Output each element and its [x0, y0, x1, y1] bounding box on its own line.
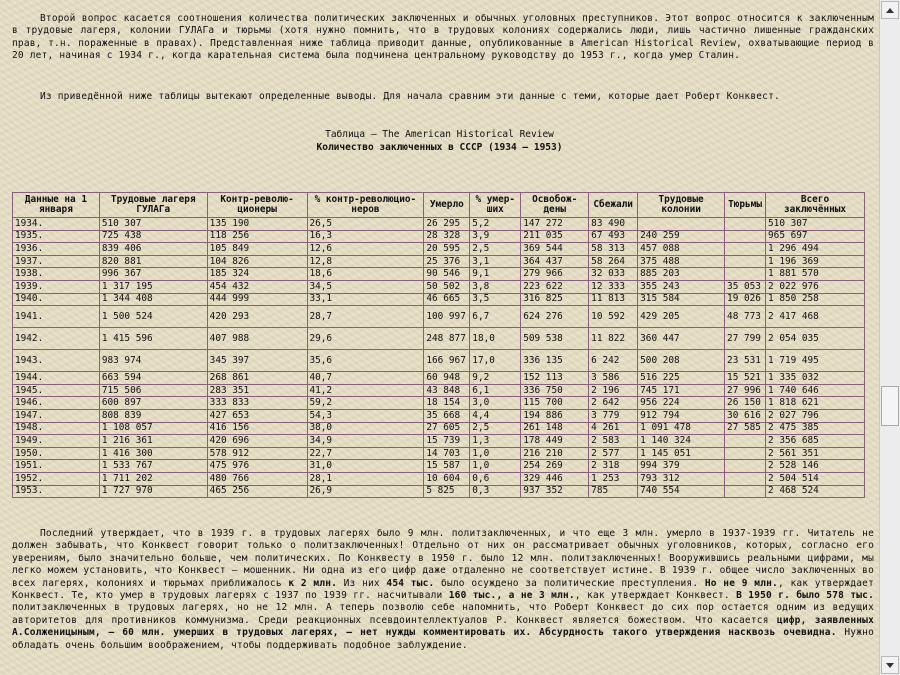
table-row [13, 384, 865, 397]
table-cell: 457 088 [638, 243, 725, 256]
table-cell: 336 750 [521, 384, 589, 397]
table-cell: 1 335 032 [766, 372, 865, 385]
table-cell: 578 912 [207, 447, 307, 460]
table-row [13, 372, 865, 385]
table-cell: 23 531 [725, 350, 766, 372]
table-cell: 1 317 195 [99, 280, 207, 293]
table-row [13, 435, 865, 448]
table-row [13, 472, 865, 485]
table-cell: 1 416 300 [99, 447, 207, 460]
conquest-critique-paragraph [12, 528, 874, 652]
table-cell: 18,6 [307, 268, 424, 281]
table-cell: 30 616 [725, 409, 766, 422]
table-cell: 624 276 [521, 306, 589, 328]
table-cell: 996 367 [99, 268, 207, 281]
table-cell: 937 352 [521, 485, 589, 498]
column-header: Контр-револю-ционеры [207, 193, 307, 218]
table-cell: 1 140 324 [638, 435, 725, 448]
table-cell: 360 447 [638, 328, 725, 350]
table-cell: 1 850 258 [766, 293, 865, 306]
table-cell: 3,8 [470, 280, 521, 293]
table-cell: 808 839 [99, 409, 207, 422]
table-cell: 1934. [13, 218, 100, 231]
table-cell: 994 379 [638, 460, 725, 473]
table-cell: 10 592 [589, 306, 638, 328]
table-cell: 1 711 202 [99, 472, 207, 485]
column-header: % умер-ших [470, 193, 521, 218]
table-cell: 480 766 [207, 472, 307, 485]
table-cell: 725 438 [99, 230, 207, 243]
table-cell: 9,2 [470, 372, 521, 385]
table-cell: 427 653 [207, 409, 307, 422]
table-cell: 1 253 [589, 472, 638, 485]
table-cell: 18 154 [424, 397, 470, 410]
table-cell: 416 156 [207, 422, 307, 435]
table-cell [725, 435, 766, 448]
table-row [13, 397, 865, 410]
table-cell: 12 333 [589, 280, 638, 293]
table-cell: 83 490 [589, 218, 638, 231]
emphasis: 454 тыс. [386, 577, 435, 589]
table-cell: 6,7 [470, 306, 521, 328]
table-cell: 1936. [13, 243, 100, 256]
table-cell: 500 208 [638, 350, 725, 372]
table-cell: 1951. [13, 460, 100, 473]
table-cell: 885 203 [638, 268, 725, 281]
table-cell: 33,1 [307, 293, 424, 306]
table-cell: 135 190 [207, 218, 307, 231]
table-cell: 1 216 361 [99, 435, 207, 448]
table-cell: 2 318 [589, 460, 638, 473]
table-cell: 28,7 [307, 306, 424, 328]
table-cell: 268 861 [207, 372, 307, 385]
table-cell: 60 948 [424, 372, 470, 385]
table-cell: 283 351 [207, 384, 307, 397]
table-cell: 118 256 [207, 230, 307, 243]
table-cell: 17,0 [470, 350, 521, 372]
table-row [13, 447, 865, 460]
table-cell: 5,2 [470, 218, 521, 231]
table-caption-source: Таблица — The American Historical Review [325, 129, 554, 140]
table-cell: 4,4 [470, 409, 521, 422]
table-cell: 10 604 [424, 472, 470, 485]
table-cell: 1 344 408 [99, 293, 207, 306]
emphasis: к 2 млн. [288, 577, 338, 589]
table-cell: 1 296 494 [766, 243, 865, 256]
table-cell: 11 822 [589, 328, 638, 350]
table-cell: 2 468 524 [766, 485, 865, 498]
table-cell: 54,3 [307, 409, 424, 422]
table-cell: 364 437 [521, 255, 589, 268]
table-cell: 375 488 [638, 255, 725, 268]
arrow-down-icon [886, 663, 894, 668]
table-cell: 1 881 570 [766, 268, 865, 281]
table-row [13, 409, 865, 422]
table-cell: 90 546 [424, 268, 470, 281]
emphasis: В 1950 г. было 578 тыс. [736, 590, 875, 602]
table-body [13, 218, 865, 498]
vertical-scrollbar[interactable] [879, 0, 900, 675]
text-segment: политзаключенных в трудовых лагерях, но не 12 млн. А теперь позволю себе напомнить, что Роберт Конквест до сих пор остается одним из ведущих авторитетов для противников коммунизма. Среди реакционных псевдоинтеллектуалов Р. Конквест является божеством. Что касается [12, 602, 874, 626]
table-cell: 715 506 [99, 384, 207, 397]
table-cell: 444 999 [207, 293, 307, 306]
table-cell: 2 356 685 [766, 435, 865, 448]
table-cell: 6,1 [470, 384, 521, 397]
table-cell [638, 218, 725, 231]
column-header: Всего заключённых [766, 193, 865, 218]
table-cell: 248 877 [424, 328, 470, 350]
table-cell: 516 225 [638, 372, 725, 385]
table-cell: 1935. [13, 230, 100, 243]
intro-paragraph: Второй вопрос касается соотношения количества политических заключенных и обычных уголовных преступников. Этот вопрос относится к заключенным в трудовые лагеря, колонии ГУЛАГа и тюрьмы (хотя нужно помнить, что в трудовых колониях содержались люди, лишь частично лишенные гражданских прав, т.н. пораженные в правах). Представленная ниже таблица приводит данные, опубликованные в American Historical Review, охватывающие период в 20 лет, начиная с 1934 г., когда карательная система была подчинена центральному руководству до 1953 г., когда умер Сталин. [12, 13, 874, 62]
table-cell: 1953. [13, 485, 100, 498]
table-cell: 27 585 [725, 422, 766, 435]
table-cell: 2 027 796 [766, 409, 865, 422]
table-cell: 1947. [13, 409, 100, 422]
table-cell: 600 897 [99, 397, 207, 410]
column-header: Трудовые колонии [638, 193, 725, 218]
table-row [13, 230, 865, 243]
table-cell: 18,0 [470, 328, 521, 350]
table-cell: 510 307 [766, 218, 865, 231]
table-cell: 25 376 [424, 255, 470, 268]
table-row [13, 422, 865, 435]
table-cell: 1950. [13, 447, 100, 460]
table-cell: 1943. [13, 350, 100, 372]
prisoners-table [12, 192, 865, 498]
table-cell: 2 475 385 [766, 422, 865, 435]
table-cell: 6 242 [589, 350, 638, 372]
text-segment: , как утверждает Конквест. [574, 590, 737, 602]
table-cell: 2 417 468 [766, 306, 865, 328]
column-header: Сбежали [589, 193, 638, 218]
table-cell: 9,1 [470, 268, 521, 281]
text-segment: Из них [337, 577, 387, 589]
table-cell: 420 293 [207, 306, 307, 328]
table-cell: 48 773 [725, 306, 766, 328]
table-cell: 2 196 [589, 384, 638, 397]
table-cell: 336 135 [521, 350, 589, 372]
table-row [13, 460, 865, 473]
table-cell [725, 447, 766, 460]
table-cell: 793 312 [638, 472, 725, 485]
table-cell: 1941. [13, 306, 100, 328]
table-cell: 31,0 [307, 460, 424, 473]
table-cell: 152 113 [521, 372, 589, 385]
conclusions-paragraph: Из приведённой ниже таблицы вытекают определенные выводы. Для начала сравним эти данные с теми, которые дает Роберт Конквест. [40, 91, 780, 102]
column-header: Освобож-дены [521, 193, 589, 218]
table-cell: 1940. [13, 293, 100, 306]
table-cell: 115 700 [521, 397, 589, 410]
column-header: Тюрьмы [725, 193, 766, 218]
table-cell [725, 218, 766, 231]
emphasis: 160 тыс., а не 3 млн. [448, 590, 575, 602]
table-cell: 19 026 [725, 293, 766, 306]
table-row [13, 306, 865, 328]
table-cell: 3,9 [470, 230, 521, 243]
table-cell: 46 665 [424, 293, 470, 306]
table-cell: 2 583 [589, 435, 638, 448]
table-cell: 1 091 478 [638, 422, 725, 435]
table-row [13, 280, 865, 293]
table-cell: 28,1 [307, 472, 424, 485]
table-cell: 1952. [13, 472, 100, 485]
table-cell: 1 719 495 [766, 350, 865, 372]
table-cell: 820 881 [99, 255, 207, 268]
table-cell: 67 493 [589, 230, 638, 243]
table-cell: 15 739 [424, 435, 470, 448]
table-cell: 4 261 [589, 422, 638, 435]
scroll-up-button[interactable] [881, 1, 899, 19]
table-cell: 14 703 [424, 447, 470, 460]
table-cell: 785 [589, 485, 638, 498]
table-cell: 34,5 [307, 280, 424, 293]
scrollbar-thumb[interactable] [881, 386, 899, 426]
table-cell: 26 150 [725, 397, 766, 410]
table-cell: 0,6 [470, 472, 521, 485]
table-cell: 745 171 [638, 384, 725, 397]
table-cell: 5 825 [424, 485, 470, 498]
table-cell: 316 825 [521, 293, 589, 306]
table-cell: 38,0 [307, 422, 424, 435]
table-cell: 3,5 [470, 293, 521, 306]
table-cell: 740 554 [638, 485, 725, 498]
table-cell: 26 295 [424, 218, 470, 231]
table-cell: 58 313 [589, 243, 638, 256]
table-cell: 0,3 [470, 485, 521, 498]
table-caption-title: Количество заключенных в СССР (1934 — 1953) [316, 142, 563, 153]
table-cell: 1946. [13, 397, 100, 410]
table-cell: 2 504 514 [766, 472, 865, 485]
table-cell: 912 794 [638, 409, 725, 422]
table-cell [725, 230, 766, 243]
table-row [13, 255, 865, 268]
table-cell: 2 577 [589, 447, 638, 460]
table-cell [725, 243, 766, 256]
table-cell: 1 818 621 [766, 397, 865, 410]
table-cell: 509 538 [521, 328, 589, 350]
scroll-down-button[interactable] [881, 656, 899, 674]
table-cell: 58 264 [589, 255, 638, 268]
arrow-up-icon [886, 8, 894, 13]
table-cell: 26,9 [307, 485, 424, 498]
table-cell: 216 210 [521, 447, 589, 460]
table-cell: 1 415 596 [99, 328, 207, 350]
table-row [13, 328, 865, 350]
table-cell: 12,6 [307, 243, 424, 256]
table-cell: 27 996 [725, 384, 766, 397]
table-cell: 1948. [13, 422, 100, 435]
table-cell: 465 256 [207, 485, 307, 498]
table-cell: 1 108 057 [99, 422, 207, 435]
table-cell: 35 668 [424, 409, 470, 422]
table-cell: 1,0 [470, 447, 521, 460]
table-cell: 1939. [13, 280, 100, 293]
table-cell [725, 460, 766, 473]
table-cell: 12,8 [307, 255, 424, 268]
table-cell: 50 502 [424, 280, 470, 293]
table-cell: 223 622 [521, 280, 589, 293]
table-cell: 510 307 [99, 218, 207, 231]
table-cell: 2 528 146 [766, 460, 865, 473]
table-cell: 1944. [13, 372, 100, 385]
column-header: Трудовые лагеря ГУЛАГа [99, 193, 207, 218]
column-header: % контр-революцио-неров [307, 193, 424, 218]
table-cell [725, 268, 766, 281]
table-cell: 254 269 [521, 460, 589, 473]
table-cell: 15 587 [424, 460, 470, 473]
table-cell: 1945. [13, 384, 100, 397]
table-cell: 1 196 369 [766, 255, 865, 268]
table-cell: 1 500 524 [99, 306, 207, 328]
table-cell: 369 544 [521, 243, 589, 256]
table-row [13, 293, 865, 306]
table-cell: 1942. [13, 328, 100, 350]
table-cell: 166 967 [424, 350, 470, 372]
table-cell: 475 976 [207, 460, 307, 473]
table-cell: 100 997 [424, 306, 470, 328]
table-row [13, 243, 865, 256]
table-cell: 43 848 [424, 384, 470, 397]
table-cell: 15 521 [725, 372, 766, 385]
table-cell: 104 826 [207, 255, 307, 268]
table-cell: 147 272 [521, 218, 589, 231]
table-cell: 211 035 [521, 230, 589, 243]
table-cell: 1 727 970 [99, 485, 207, 498]
table-cell: 965 697 [766, 230, 865, 243]
table-cell: 59,2 [307, 397, 424, 410]
table-cell: 1 145 051 [638, 447, 725, 460]
table-cell [725, 255, 766, 268]
table-cell: 185 324 [207, 268, 307, 281]
table-cell: 3 779 [589, 409, 638, 422]
table-row [13, 350, 865, 372]
table-cell: 329 446 [521, 472, 589, 485]
table-cell: 1,0 [470, 460, 521, 473]
table-cell: 1,3 [470, 435, 521, 448]
text-segment: Нужно обладать очень большим воображением, чтобы поддерживать подобное заблуждение. [12, 627, 874, 651]
table-cell: 20 595 [424, 243, 470, 256]
table-cell: 1949. [13, 435, 100, 448]
table-cell: 355 243 [638, 280, 725, 293]
table-cell [725, 472, 766, 485]
table-cell [725, 485, 766, 498]
table-cell: 2 054 035 [766, 328, 865, 350]
table-cell: 2 022 976 [766, 280, 865, 293]
table-cell: 839 406 [99, 243, 207, 256]
column-header: Умерло [424, 193, 470, 218]
table-row [13, 485, 865, 498]
table-header-row [13, 193, 865, 218]
table-cell: 35,6 [307, 350, 424, 372]
table-cell: 2,5 [470, 422, 521, 435]
table-cell: 22,7 [307, 447, 424, 460]
table-cell: 3 586 [589, 372, 638, 385]
table-cell: 27 605 [424, 422, 470, 435]
table-cell: 105 849 [207, 243, 307, 256]
emphasis: Но не 9 млн. [704, 577, 778, 589]
table-cell: 1937. [13, 255, 100, 268]
table-cell: 26,5 [307, 218, 424, 231]
text-segment: Последний утверждает, что в 1939 г. в трудовых лагерях было 9 млн. политзаключенных, и что еще 3 млн. умерло в 1937-1939 гг. Читатель не должен забывать, что Конквест говорит только о политзаключенных! Отдельно от них он рассматривает обычных уголовников, которых, согласно его уверениям, было значительно больше, чем политических. По Конквесту в 1950 г. было 12 млн. политзаключенных! Вооружившись реальными цифрами, мы легко можем установить, что Конквест — мошенник. Ни одна из его цифр даже отдаленно не соответствует истине. В 1939 г. общее число заключенных во всех лагерях, колониях и тюрьмах приближалось [12, 528, 874, 589]
table-cell: 29,6 [307, 328, 424, 350]
table-cell: 429 205 [638, 306, 725, 328]
table-cell: 34,9 [307, 435, 424, 448]
table-cell: 315 584 [638, 293, 725, 306]
table-cell: 2,5 [470, 243, 521, 256]
table-cell: 663 594 [99, 372, 207, 385]
text-segment: было осуждено за политические преступления. [434, 577, 705, 589]
table-row [13, 268, 865, 281]
table-cell: 345 397 [207, 350, 307, 372]
table-cell: 1 533 767 [99, 460, 207, 473]
table-cell: 27 799 [725, 328, 766, 350]
table-cell: 407 988 [207, 328, 307, 350]
table-cell: 454 432 [207, 280, 307, 293]
table-row [13, 218, 865, 231]
table-cell: 2 561 351 [766, 447, 865, 460]
table-cell: 279 966 [521, 268, 589, 281]
table-cell: 3,1 [470, 255, 521, 268]
table-cell: 32 033 [589, 268, 638, 281]
table-cell: 178 449 [521, 435, 589, 448]
table-cell: 28 328 [424, 230, 470, 243]
table-cell: 194 886 [521, 409, 589, 422]
table-cell: 240 259 [638, 230, 725, 243]
table-cell: 261 148 [521, 422, 589, 435]
column-header: Данные на 1 января [13, 193, 100, 218]
table-cell: 40,7 [307, 372, 424, 385]
table-cell: 35 053 [725, 280, 766, 293]
table-cell: 41,2 [307, 384, 424, 397]
table-cell: 11 813 [589, 293, 638, 306]
table-cell: 3,0 [470, 397, 521, 410]
emphasis: цифр, заявленных А.Солженицыным, — 60 млн. умерших в трудовых лагерях, — нет нужды комментировать их. Абсурдность такого утверждения насквозь очевидна. [12, 614, 874, 639]
table-cell: 16,3 [307, 230, 424, 243]
table-cell: 983 974 [99, 350, 207, 372]
table-cell: 2 642 [589, 397, 638, 410]
table-cell: 1938. [13, 268, 100, 281]
table-cell: 956 224 [638, 397, 725, 410]
text-segment: , как утверждает Конквест. Те, кто умер в трудовых лагерях с 1937 по 1939 гг. насчитывали [12, 577, 874, 602]
table-cell: 333 833 [207, 397, 307, 410]
table-cell: 420 696 [207, 435, 307, 448]
table-cell: 1 740 646 [766, 384, 865, 397]
